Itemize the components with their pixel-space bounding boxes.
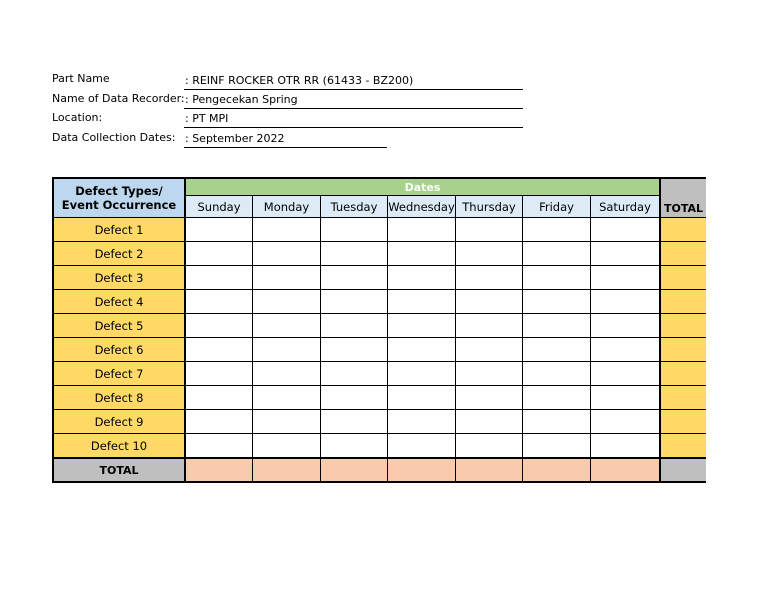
tally-cell[interactable]: [388, 314, 456, 338]
defect-header-line: Event Occurrence: [61, 198, 177, 212]
tally-cell[interactable]: [456, 290, 523, 314]
day-header-thursday: Thursday: [456, 196, 523, 218]
tally-cell[interactable]: [523, 410, 591, 434]
tally-cell[interactable]: [321, 314, 388, 338]
tally-cell[interactable]: [321, 338, 388, 362]
defect-header-line: Defect Types/: [75, 184, 163, 198]
tally-cell[interactable]: [388, 410, 456, 434]
tally-cell[interactable]: [456, 266, 523, 290]
tally-cell[interactable]: [591, 338, 659, 362]
tally-cell[interactable]: [591, 266, 659, 290]
tally-cell[interactable]: [321, 410, 388, 434]
tally-cell[interactable]: [321, 386, 388, 410]
tally-cell[interactable]: [456, 242, 523, 266]
tally-cell[interactable]: [253, 290, 321, 314]
day-header-tuesday: Tuesday: [321, 196, 388, 218]
location-label: Location:: [52, 111, 103, 124]
tally-cell[interactable]: [456, 314, 523, 338]
dates-label: Data Collection Dates:: [52, 131, 176, 144]
tally-cell[interactable]: [186, 290, 253, 314]
day-header-monday: Monday: [253, 196, 321, 218]
row-total-cell[interactable]: [659, 290, 706, 314]
tally-cell[interactable]: [186, 338, 253, 362]
total-column-header: TOTAL: [659, 179, 706, 218]
part-name-value: : REINF ROCKER OTR RR (61433 - BZ200): [184, 74, 523, 90]
tally-cell[interactable]: [456, 338, 523, 362]
day-header-saturday: Saturday: [591, 196, 659, 218]
row-total-cell[interactable]: [659, 410, 706, 434]
tally-cell[interactable]: [253, 218, 321, 242]
tally-cell[interactable]: [523, 242, 591, 266]
tally-cell[interactable]: [388, 242, 456, 266]
tally-cell[interactable]: [523, 362, 591, 386]
row-total-cell[interactable]: [659, 266, 706, 290]
recorder-label: Name of Data Recorder:: [52, 92, 185, 105]
tally-cell[interactable]: [388, 434, 456, 458]
tally-cell[interactable]: [321, 266, 388, 290]
check-sheet-table: [52, 177, 706, 483]
tally-cell[interactable]: [591, 218, 659, 242]
tally-cell[interactable]: [523, 266, 591, 290]
tally-cell[interactable]: [253, 362, 321, 386]
defect-row-label: Defect 7: [54, 362, 186, 386]
tally-cell[interactable]: [388, 266, 456, 290]
tally-cell[interactable]: [253, 314, 321, 338]
tally-cell[interactable]: [591, 434, 659, 458]
tally-cell[interactable]: [186, 218, 253, 242]
row-total-cell[interactable]: [659, 242, 706, 266]
row-total-cell[interactable]: [659, 434, 706, 458]
part-name-label: Part Name: [52, 72, 110, 85]
tally-cell[interactable]: [186, 386, 253, 410]
tally-cell[interactable]: [591, 314, 659, 338]
tally-cell[interactable]: [456, 386, 523, 410]
tally-cell[interactable]: [321, 218, 388, 242]
tally-cell[interactable]: [253, 242, 321, 266]
recorder-value: : Pengecekan Spring: [184, 93, 523, 109]
tally-cell[interactable]: [253, 338, 321, 362]
defect-row-label: Defect 5: [54, 314, 186, 338]
tally-cell[interactable]: [321, 362, 388, 386]
tally-cell[interactable]: [253, 266, 321, 290]
day-total-cell[interactable]: [456, 458, 523, 481]
defect-row-label: Defect 4: [54, 290, 186, 314]
total-row-label: TOTAL: [54, 458, 186, 481]
tally-cell[interactable]: [186, 410, 253, 434]
tally-cell[interactable]: [321, 434, 388, 458]
defect-row-label: Defect 10: [54, 434, 186, 458]
day-total-cell[interactable]: [388, 458, 456, 481]
tally-cell[interactable]: [591, 290, 659, 314]
tally-cell[interactable]: [591, 362, 659, 386]
tally-cell[interactable]: [456, 362, 523, 386]
defect-row-label: Defect 6: [54, 338, 186, 362]
dates-header: Dates: [186, 179, 659, 196]
tally-cell[interactable]: [388, 386, 456, 410]
tally-cell[interactable]: [456, 218, 523, 242]
tally-cell[interactable]: [253, 386, 321, 410]
location-value: : PT MPI: [184, 112, 523, 128]
tally-cell[interactable]: [523, 218, 591, 242]
defect-row-label: Defect 2: [54, 242, 186, 266]
grand-total-cell[interactable]: [659, 458, 706, 481]
dates-value: : September 2022: [184, 132, 387, 148]
tally-cell[interactable]: [388, 338, 456, 362]
tally-cell[interactable]: [591, 410, 659, 434]
day-total-cell[interactable]: [186, 458, 253, 481]
day-header-friday: Friday: [523, 196, 591, 218]
tally-cell[interactable]: [388, 290, 456, 314]
defect-types-header: [54, 179, 186, 218]
tally-cell[interactable]: [186, 242, 253, 266]
tally-cell[interactable]: [186, 434, 253, 458]
tally-cell[interactable]: [186, 314, 253, 338]
row-total-cell[interactable]: [659, 362, 706, 386]
day-total-cell[interactable]: [591, 458, 659, 481]
tally-cell[interactable]: [523, 434, 591, 458]
tally-cell[interactable]: [186, 266, 253, 290]
tally-cell[interactable]: [456, 410, 523, 434]
day-total-cell[interactable]: [523, 458, 591, 481]
row-total-cell[interactable]: [659, 218, 706, 242]
tally-cell[interactable]: [456, 434, 523, 458]
defect-row-label: Defect 8: [54, 386, 186, 410]
tally-cell[interactable]: [591, 386, 659, 410]
day-total-cell[interactable]: [253, 458, 321, 481]
tally-cell[interactable]: [591, 242, 659, 266]
tally-cell[interactable]: [523, 338, 591, 362]
row-total-cell[interactable]: [659, 386, 706, 410]
tally-cell[interactable]: [321, 242, 388, 266]
tally-cell[interactable]: [253, 434, 321, 458]
tally-cell[interactable]: [321, 290, 388, 314]
defect-row-label: Defect 9: [54, 410, 186, 434]
tally-cell[interactable]: [186, 362, 253, 386]
defect-row-label: Defect 3: [54, 266, 186, 290]
day-header-sunday: Sunday: [186, 196, 253, 218]
tally-cell[interactable]: [388, 362, 456, 386]
tally-cell[interactable]: [388, 218, 456, 242]
tally-cell[interactable]: [253, 410, 321, 434]
tally-cell[interactable]: [523, 290, 591, 314]
day-header-wednesday: Wednesday: [388, 196, 456, 218]
tally-cell[interactable]: [523, 314, 591, 338]
row-total-cell[interactable]: [659, 314, 706, 338]
tally-cell[interactable]: [523, 386, 591, 410]
defect-row-label: Defect 1: [54, 218, 186, 242]
row-total-cell[interactable]: [659, 338, 706, 362]
day-total-cell[interactable]: [321, 458, 388, 481]
